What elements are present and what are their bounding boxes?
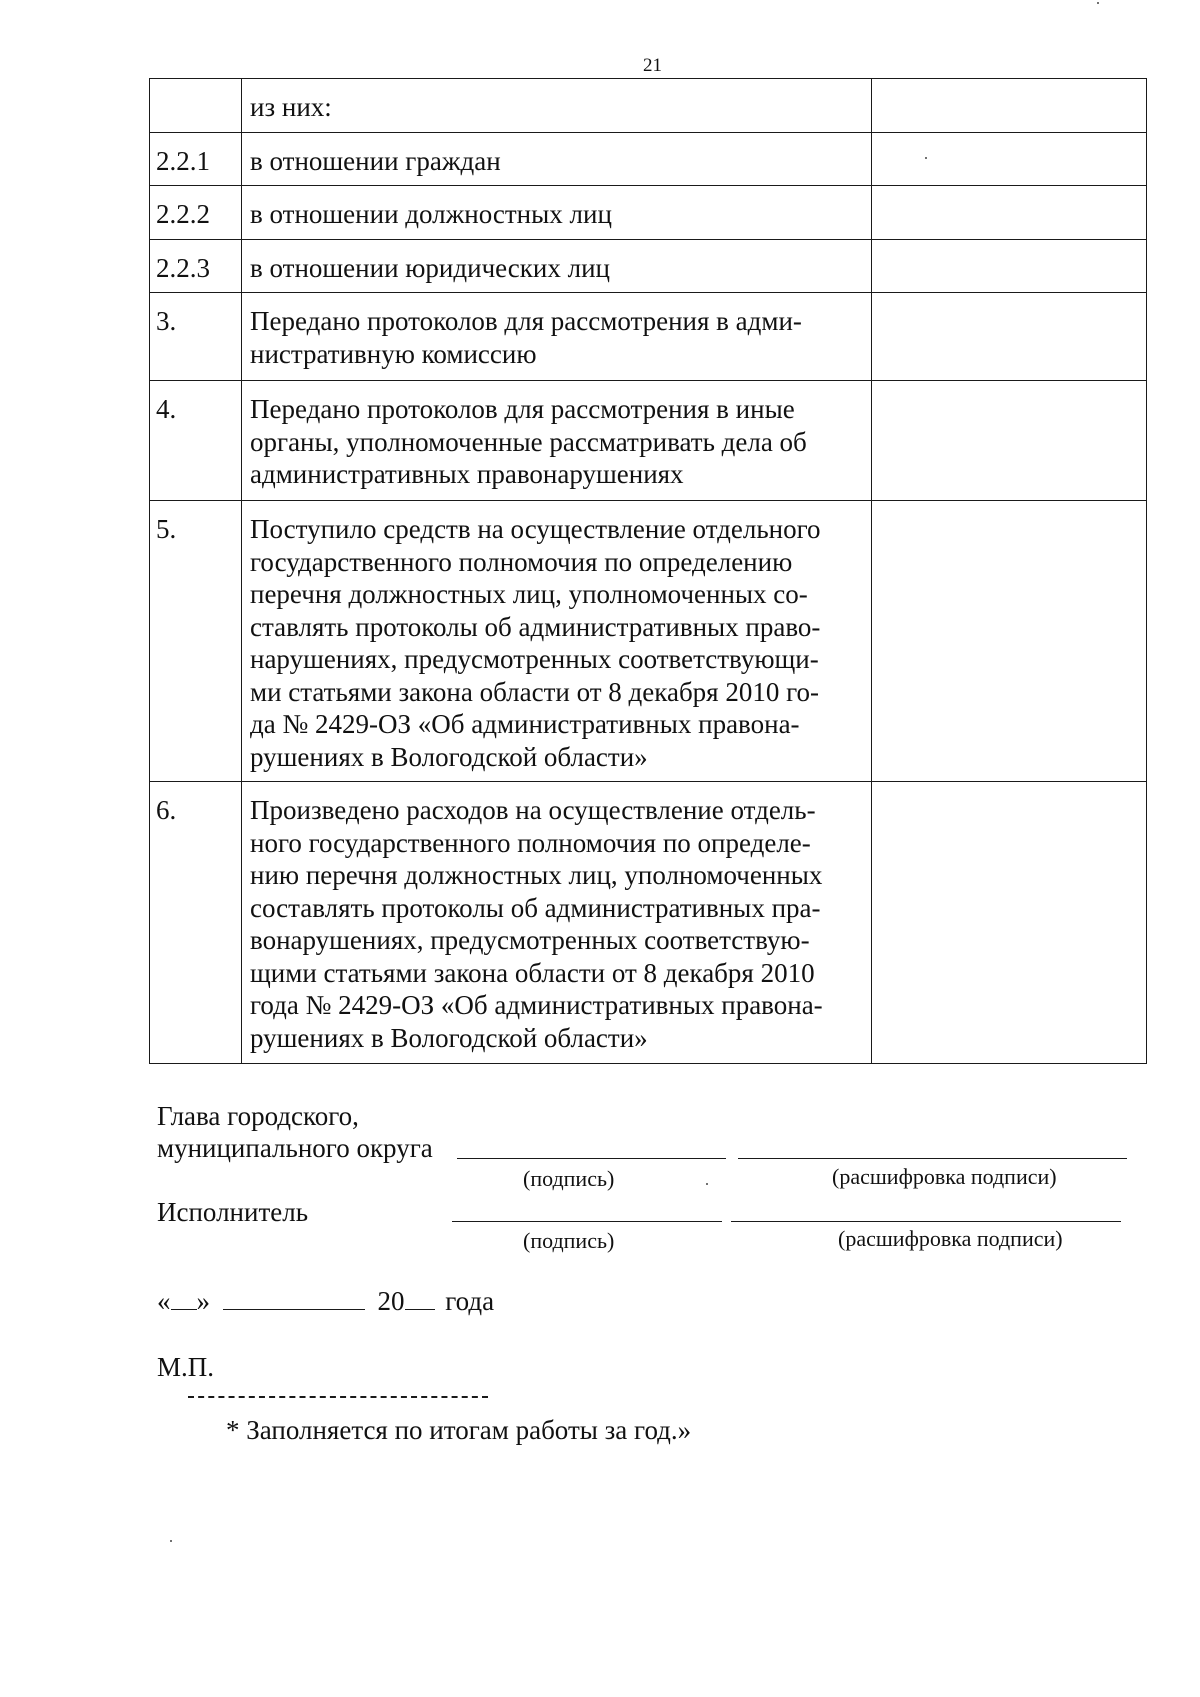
- head-decoding-caption: (расшифровка подписи): [832, 1164, 1057, 1189]
- date-open-quote: «: [157, 1286, 171, 1316]
- row-description-text: Поступило средств на осуществление отдельного государственного полномочия по определению перечня должностных лиц, уполномоченных со- ставлять протоколы об административных право- нарушениях, предусмотренных соответствующи- ми статьями закона области от 8 декабря 2010 го- да № 2429-ОЗ «Об административных правона- рушениях в Вологодской области»: [250, 514, 821, 772]
- row-description: [242, 186, 872, 240]
- table-row: [150, 381, 1147, 501]
- footnote: * Заполняется по итогам работы за год.»: [226, 1415, 692, 1445]
- row-description: [242, 381, 872, 501]
- row-description: [242, 240, 872, 293]
- row-description: [242, 133, 872, 186]
- row-value[interactable]: [872, 186, 1147, 240]
- head-decoding-line[interactable]: [738, 1158, 1127, 1159]
- head-title-line1: Глава городского,: [157, 1101, 359, 1131]
- month-blank[interactable]: [223, 1287, 365, 1310]
- day-blank[interactable]: [171, 1287, 197, 1310]
- table-row: [150, 133, 1147, 186]
- executor-signature-caption: (подпись): [523, 1228, 615, 1253]
- row-description-text: в отношении юридических лиц: [250, 253, 610, 283]
- scan-speck: [706, 1183, 708, 1185]
- row-value[interactable]: [872, 133, 1147, 186]
- row-number: 3.: [150, 293, 242, 381]
- head-title: [157, 1100, 433, 1164]
- head-signature-caption: (подпись): [523, 1166, 615, 1191]
- row-description: [242, 293, 872, 381]
- row-number: 6.: [150, 782, 242, 1064]
- row-value[interactable]: [872, 293, 1147, 381]
- row-description: [242, 782, 872, 1064]
- year-suffix: года: [445, 1286, 495, 1316]
- scan-speck: [925, 157, 927, 159]
- row-number: 2.2.3: [150, 240, 242, 293]
- row-description-text: в отношении граждан: [250, 146, 501, 176]
- executor-decoding-line[interactable]: [731, 1221, 1121, 1222]
- report-table: [149, 78, 1147, 1064]
- row-number: 2.2.1: [150, 133, 242, 186]
- row-description: [242, 501, 872, 782]
- stamp-label: М.П.: [157, 1352, 215, 1382]
- table-row: [150, 240, 1147, 293]
- executor-decoding-caption: (расшифровка подписи): [838, 1226, 1063, 1251]
- year-prefix: 20: [377, 1286, 405, 1316]
- executor-title: Исполнитель: [157, 1197, 309, 1227]
- row-number: 2.2.2: [150, 186, 242, 240]
- year-blank[interactable]: [405, 1287, 435, 1310]
- table-row: [150, 501, 1147, 782]
- row-value[interactable]: [872, 381, 1147, 501]
- row-description: [242, 79, 872, 133]
- row-description-text: из них:: [250, 92, 332, 122]
- row-value[interactable]: [872, 782, 1147, 1064]
- head-title-line2: муниципального округа: [157, 1133, 433, 1163]
- row-description-text: Произведено расходов на осуществление отдель- ного государственного полномочия по определе- нию перечня должностных лиц, уполномоченных составлять протоколы об административных пра- вонарушениях, предусмотренных соответствую- щими статьями закона области от 8 декабря 2010 года № 2429-ОЗ «Об административных правона- рушениях в Вологодской области»: [250, 795, 823, 1053]
- row-description-text: в отношении должностных лиц: [250, 199, 612, 229]
- table-row: [150, 186, 1147, 240]
- row-value[interactable]: [872, 240, 1147, 293]
- page-number: 21: [643, 55, 662, 76]
- date-close-quote: »: [196, 1286, 210, 1316]
- executor-signature-line[interactable]: [452, 1221, 722, 1222]
- table-row: [150, 782, 1147, 1064]
- row-number: [150, 79, 242, 133]
- row-description-text: Передано протоколов для рассмотрения в адми- нистративную комиссию: [250, 306, 802, 369]
- head-signature-line[interactable]: [457, 1158, 726, 1159]
- row-number: 4.: [150, 381, 242, 501]
- row-value[interactable]: [872, 79, 1147, 133]
- footnote-separator: [188, 1396, 488, 1398]
- row-value[interactable]: [872, 501, 1147, 782]
- scan-speck: [1097, 2, 1099, 4]
- table-row: [150, 79, 1147, 133]
- table-row: [150, 293, 1147, 381]
- date-row: [157, 1285, 494, 1317]
- row-description-text: Передано протоколов для рассмотрения в иные органы, уполномоченные рассматривать дела об административных правонарушениях: [250, 394, 807, 489]
- scan-speck: [170, 1540, 172, 1542]
- row-number: 5.: [150, 501, 242, 782]
